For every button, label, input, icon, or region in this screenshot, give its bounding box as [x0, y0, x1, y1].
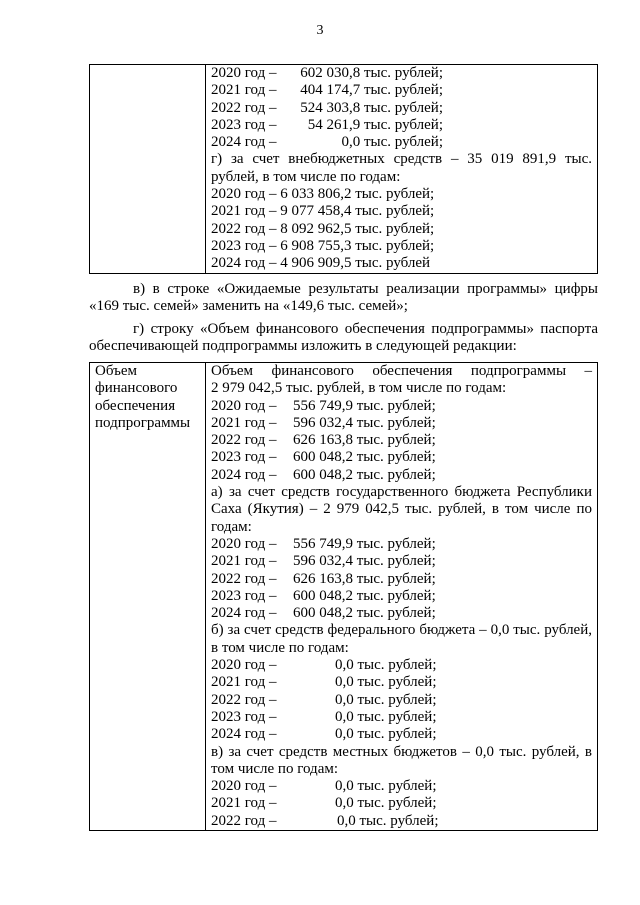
funding-table-continued	[89, 64, 598, 274]
left-cell-line: обеспечения	[95, 397, 176, 414]
left-cell-line: финансового	[95, 380, 178, 397]
intro-line: Объем финансового обеспечения подпрограммы –	[211, 363, 592, 379]
subheading-state-budget: годам:	[211, 518, 252, 535]
subheading-state-budget: Саха (Якутия) – 2 979 042,5 тыс. рублей, в том числе по	[211, 501, 592, 518]
table1-right-cell	[206, 65, 598, 274]
year-line: 2020 год – 6 033 806,2 тыс. рублей;	[211, 186, 435, 203]
subheading-federal-budget: в том числе по годам:	[211, 639, 349, 656]
subheading-offbudget: г) за счет внебюджетных средств – 35 019 891,9 тыс.	[211, 151, 592, 168]
year-line: 2022 год – 626 163,8 тыс. рублей;	[211, 432, 436, 449]
subheading-federal-budget: б) за счет средств федерального бюджета – 0,0 тыс. рублей,	[211, 622, 592, 639]
subheading-local-budgets: том числе по годам:	[211, 760, 339, 777]
year-line: 2024 год – 4 906 909,5 тыс. рублей	[211, 255, 431, 272]
table2-left-cell	[90, 363, 206, 831]
year-line: 2022 год – 0,0 тыс. рублей;	[211, 691, 437, 708]
year-line: 2023 год – 54 261,9 тыс. рублей;	[211, 116, 443, 133]
year-line: 2021 год – 9 077 458,4 тыс. рублей;	[211, 203, 435, 220]
year-line: 2021 год – 596 032,4 тыс. рублей;	[211, 553, 436, 570]
year-line: 2021 год – 404 174,7 тыс. рублей;	[211, 82, 443, 99]
paragraph-g: г) строку «Объем финансового обеспечения подпрограммы» паспорта обеспечивающей подпрограммы изложить в следующей редакции:	[89, 321, 598, 355]
year-line: 2020 год – 0,0 тыс. рублей;	[211, 778, 437, 795]
year-line: 2021 год – 0,0 тыс. рублей;	[211, 674, 437, 691]
year-line: 2022 год – 626 163,8 тыс. рублей;	[211, 570, 436, 587]
year-line: 2020 год – 556 749,9 тыс. рублей;	[211, 397, 436, 414]
year-line: 2023 год – 6 908 755,3 тыс. рублей;	[211, 237, 435, 254]
year-line: 2021 год – 0,0 тыс. рублей;	[211, 795, 437, 812]
year-line: 2022 год – 8 092 962,5 тыс. рублей;	[211, 220, 435, 237]
year-line: 2024 год – 600 048,2 тыс. рублей;	[211, 605, 436, 622]
intro-line: 2 979 042,5 тыс. рублей, в том числе по годам:	[211, 380, 507, 397]
year-line: 2023 год – 600 048,2 тыс. рублей;	[211, 449, 436, 466]
table2-right-cell	[206, 363, 598, 831]
subheading-local-budgets: в) за счет средств местных бюджетов – 0,0 тыс. рублей, в	[211, 743, 592, 760]
year-line: 2020 год – 602 030,8 тыс. рублей;	[211, 65, 443, 81]
left-cell-line: Объем	[95, 363, 137, 379]
year-line: 2023 год – 0,0 тыс. рублей;	[211, 708, 437, 725]
year-line: 2024 год – 600 048,2 тыс. рублей;	[211, 466, 436, 483]
year-line: 2022 год – 0,0 тыс. рублей;	[211, 812, 439, 829]
year-line: 2022 год – 524 303,8 тыс. рублей;	[211, 99, 443, 116]
subheading-offbudget-cont: рублей, в том числе по годам:	[211, 168, 401, 185]
year-line: 2024 год – 0,0 тыс. рублей;	[211, 134, 443, 151]
left-cell-line: подпрограммы	[95, 414, 191, 431]
year-line: 2021 год – 596 032,4 тыс. рублей;	[211, 414, 436, 431]
subprogram-funding-table	[89, 362, 598, 831]
subheading-state-budget: а) за счет средств государственного бюджета Республики	[211, 484, 592, 501]
table1-left-cell	[90, 65, 206, 274]
year-line: 2023 год – 600 048,2 тыс. рублей;	[211, 587, 436, 604]
page-number: 3	[316, 23, 324, 38]
year-line: 2024 год – 0,0 тыс. рублей;	[211, 726, 437, 743]
year-line: 2020 год – 0,0 тыс. рублей;	[211, 657, 437, 674]
year-line: 2020 год – 556 749,9 тыс. рублей;	[211, 535, 436, 552]
paragraph-v: в) в строке «Ожидаемые результаты реализации программы» цифры «169 тыс. семей» заменить на «149,6 тыс. семей»;	[89, 281, 598, 315]
